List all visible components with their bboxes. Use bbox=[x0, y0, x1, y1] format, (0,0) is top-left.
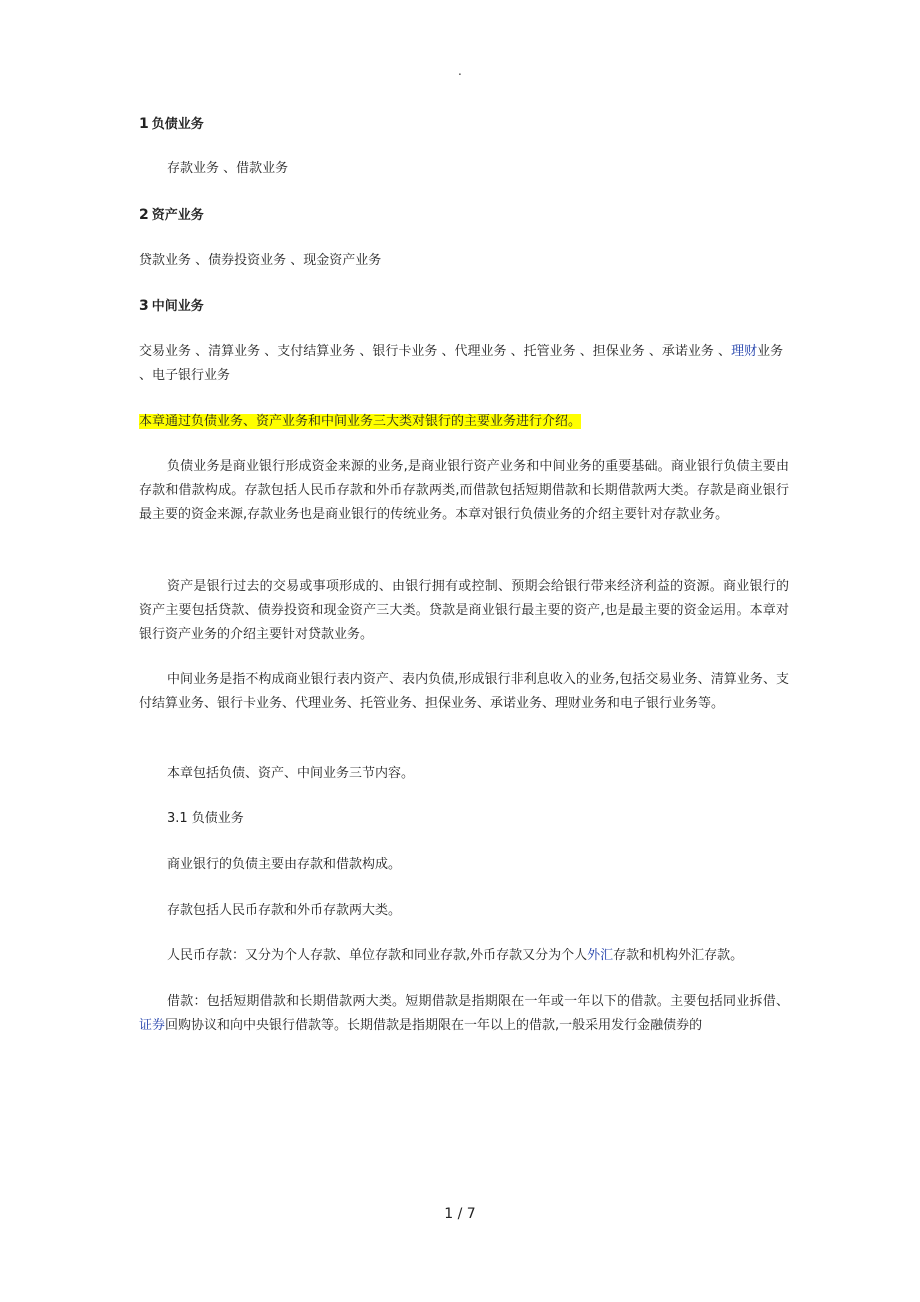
paragraph-liability-composition: 商业银行的负债主要由存款和借款构成。 bbox=[167, 857, 402, 872]
paragraph-summary: 本章包括负债、资产、中间业务三节内容。 bbox=[167, 766, 415, 781]
section-2-title: 资产业务 bbox=[151, 208, 204, 223]
paragraph-deposit-types: 存款包括人民币存款和外币存款两大类。 bbox=[167, 903, 402, 918]
section-3-number: 3 bbox=[139, 298, 149, 314]
section-3-items bbox=[139, 340, 789, 388]
paragraph-rmb-deposit bbox=[139, 944, 789, 968]
section-2-number: 2 bbox=[139, 207, 149, 223]
forex-link[interactable]: 外汇 bbox=[587, 948, 614, 963]
section-3-title: 中间业务 bbox=[151, 299, 204, 314]
paragraph-borrowing bbox=[139, 990, 789, 1038]
highlighted-text: 本章通过负债业务、资产业务和中间业务三大类对银行的主要业务进行介绍。 bbox=[139, 414, 582, 429]
section-1-heading bbox=[139, 112, 789, 137]
paragraph-asset: 资产是银行过去的交易或事项形成的、由银行拥有或控制、预期会给银行带来经济利益的资源。商业银行的资产主要包括贷款、债券投资和现金资产三大类。贷款是商业银行最主要的资产,也是最主要的资金运用。本章对银行资产业务的介绍主要针对贷款业务。 bbox=[139, 579, 789, 642]
section-2-items: 贷款业务 、债券投资业务 、现金资产业务 bbox=[139, 253, 382, 268]
section-1-items: 存款业务 、借款业务 bbox=[167, 161, 289, 176]
sub-heading-3-1: 3.1 负债业务 bbox=[167, 811, 244, 826]
section-3-heading bbox=[139, 294, 789, 319]
wealth-management-link[interactable]: 理财 bbox=[731, 344, 758, 359]
highlight-line bbox=[139, 410, 789, 434]
page-number: 1 / 7 bbox=[444, 1206, 476, 1222]
rmb-deposit-part-b: 存款和机构外汇存款。 bbox=[613, 948, 744, 963]
section-3-items-part-b: 业务 、电子银行业务 bbox=[139, 344, 784, 383]
rmb-deposit-part-a: 人民币存款：又分为个人存款、单位存款和同业存款,外币存款又分为个人 bbox=[167, 948, 588, 963]
paragraph-intermediate: 中间业务是指不构成商业银行表内资产、表内负债,形成银行非利息收入的业务,包括交易业务、清算业务、支付结算业务、银行卡业务、代理业务、托管业务、担保业务、承诺业务、理财业务和电子银行业务等。 bbox=[139, 672, 789, 711]
paragraph-liability: 负债业务是商业银行形成资金来源的业务,是商业银行资产业务和中间业务的重要基础。商业银行负债主要由存款和借款构成。存款包括人民币存款和外币存款两类,而借款包括短期借款和长期借款两大类。存款是商业银行最主要的资金来源,存款业务也是商业银行的传统业务。本章对银行负债业务的介绍主要针对存款业务。 bbox=[139, 459, 789, 522]
borrowing-part-b: 回购协议和向中央银行借款等。长期借款是指期限在一年以上的借款,一般采用发行金融债券的 bbox=[165, 1018, 703, 1033]
borrowing-part-a: 借款：包括短期借款和长期借款两大类。短期借款是指期限在一年或一年以下的借款。主要包括同业拆借、 bbox=[167, 994, 789, 1009]
header-dot: . bbox=[458, 64, 462, 78]
section-1-title: 负债业务 bbox=[151, 117, 204, 132]
securities-link[interactable]: 证券 bbox=[139, 1018, 166, 1033]
section-3-items-part-a: 交易业务 、清算业务 、支付结算业务 、银行卡业务 、代理业务 、托管业务 、担保业务 、承诺业务 、 bbox=[139, 344, 732, 359]
section-1-number: 1 bbox=[139, 116, 149, 132]
section-2-heading bbox=[139, 203, 789, 228]
